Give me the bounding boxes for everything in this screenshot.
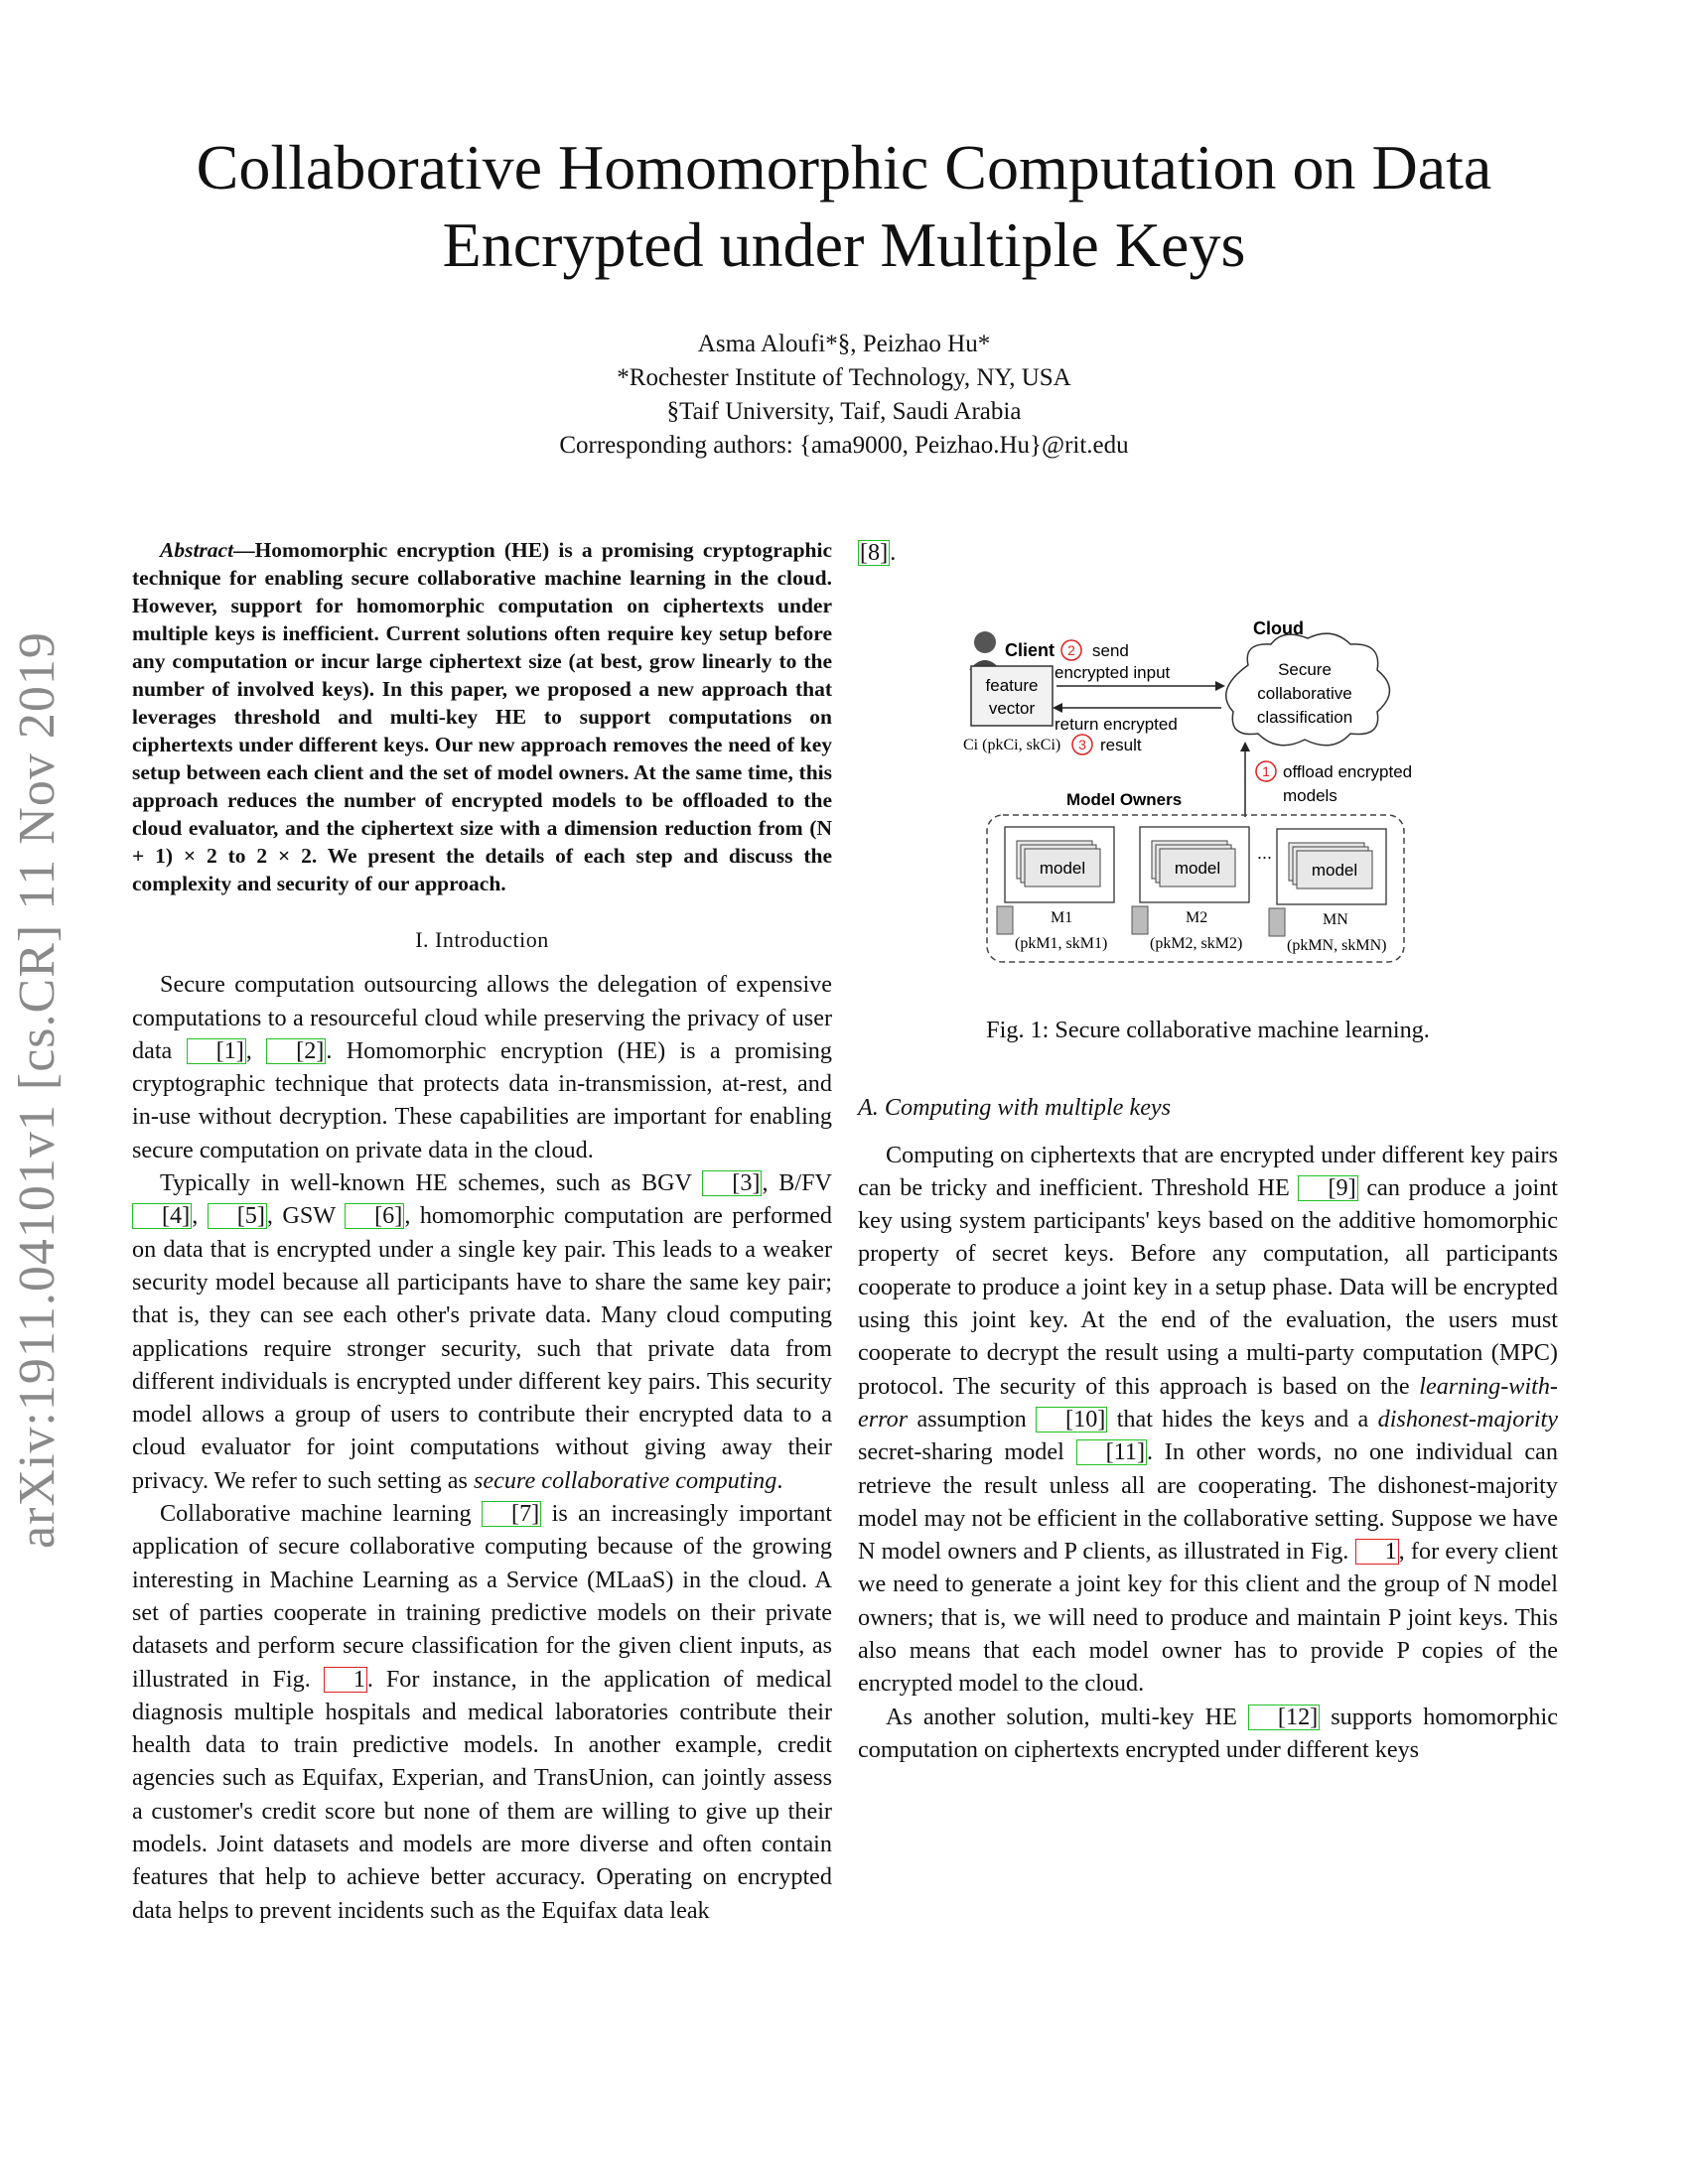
emphasis: secure collaborative computing	[473, 1466, 777, 1494]
section-heading-introduction: I. Introduction	[415, 927, 549, 952]
svg-text:classification: classification	[1256, 708, 1353, 728]
figure-1-diagram	[955, 620, 1462, 988]
abstract-text: —Homomorphic encryption (HE) is a promising cryptographic technique for enabling secure collaborative machine learning in the cloud. However, support for homomorphic computation on ciphertexts under multiple keys is inefficient. Current solutions often require key setup before any computation or incur large ciphertext size (at best, grow linearly to the number of involved keys). In this paper, we proposed a new approach that leverages threshold and multi-key HE to support computations on ciphertexts under different keys. Our new approach removes the need of key setup between each client and the set of model owners. At the same time, this approach reduces the number of encrypted models to be offloaded to the cloud evaluator, and the ciphertext size with a dimension reduction from (N + 1) × 2 to 2 × 2. We present the details of each step and discuss the complexity and security of our approach.	[132, 538, 832, 895]
cloud-label: Cloud	[1253, 620, 1304, 639]
intro-paragraph-3: Collaborative machine learning [7] is an increasingly important application of secure collaborative computing because of the growing interesting in Machine Learning as a Service (MLaaS) in the cloud. A set of parties cooperate in training predictive models on their private datasets and perform secure classification for the given client inputs, as illustrated in Fig. 1. For instance, in the application of medical diagnosis multiple hospitals and medical laboratories contribute their health data to train predictive models. In another example, credit agencies such as Equifax, Experian, and TransUnion, can jointly assess a customer's credit score but none of them are willing to give up their models. Joint datasets and models are more diverse and often contain features that help to achieve better accuracy. Operating on encrypted data helps to prevent incidents such as the Equifax data leak	[132, 1500, 833, 1924]
svg-text:model: model	[1039, 859, 1086, 879]
client-user-icon	[969, 631, 1001, 670]
figure-caption: Fig. 1: Secure collaborative machine learning.	[986, 1017, 1430, 1044]
citation-link[interactable]: [5]	[208, 1203, 267, 1229]
intro-paragraph-1: Secure computation outsourcing allows the delegation of expensive computations to a resourceful cloud while preserving the privacy of user data [1], [2]. Homomorphic encryption (HE) is a promising cryptographic technique that protects data in-transmission, at-rest, and in-use without decryption. These capabilities are important for enabling secure computation on private data in the cloud.	[132, 971, 832, 1163]
svg-text:MN: MN	[1323, 911, 1348, 929]
author-block	[99, 328, 1589, 463]
svg-text:result: result	[1100, 736, 1142, 755]
svg-text:Secure: Secure	[1278, 660, 1332, 680]
svg-text:1: 1	[1262, 763, 1270, 780]
client-label: Client	[1005, 640, 1055, 661]
svg-text:vector: vector	[988, 699, 1036, 719]
svg-text:encrypted input: encrypted input	[1055, 663, 1171, 683]
model-owner-2	[1132, 827, 1249, 952]
citation-link[interactable]: [11]	[1076, 1439, 1147, 1465]
figure-ref-link[interactable]: 1	[1355, 1539, 1399, 1565]
model-owner-n	[1269, 829, 1386, 954]
citation-link[interactable]: [2]	[266, 1038, 326, 1064]
figure-1	[858, 620, 1558, 1077]
server-icon	[1132, 906, 1148, 934]
author-names: Asma Aloufi*§, Peizhao Hu*	[697, 331, 991, 357]
title-line-1: Collaborative Homomorphic Computation on Data	[196, 132, 1492, 203]
title-line-2: Encrypted under Multiple Keys	[442, 209, 1246, 280]
intro-paragraph-2: Typically in well-known HE schemes, such as BGV [3], B/FV [4], [5], GSW [6], homomorphic computation are performed on data that is encrypted under a single key pair. This leads to a weaker security model because all participants have to share the same key pair; that is, they can see each other's private data. Many cloud computing applications require stronger security, such that private data from different individuals is encrypted under different key pairs. This security model allows a group of users to contribute their encrypted data to a cloud evaluator for joint computations without giving away their privacy. We refer to such setting as secure collaborative computing.	[132, 1169, 832, 1494]
abstract-label: Abstract	[160, 538, 234, 562]
model-owners-label: Model Owners	[1066, 790, 1183, 810]
citation-link[interactable]: [10]	[1036, 1407, 1107, 1433]
svg-text:2: 2	[1067, 642, 1075, 659]
citation-link[interactable]: [3]	[702, 1170, 762, 1196]
svg-text:M2: M2	[1186, 909, 1208, 927]
sectionA-paragraph-2: As another solution, multi-key HE [12] supports homomorphic computation on ciphertexts encrypted under different keys	[858, 1703, 1558, 1763]
intro-paragraph-3-continued: [8].	[860, 539, 897, 566]
svg-text:models: models	[1283, 786, 1337, 806]
client-key: Ci (pkCi, skCi)	[963, 737, 1061, 754]
svg-text:model: model	[1174, 859, 1221, 879]
abstract	[132, 536, 832, 897]
svg-text:feature: feature	[985, 676, 1039, 696]
svg-text:M1: M1	[1051, 909, 1073, 927]
corresponding-authors: Corresponding authors: {ama9000, Peizhao.Hu}@rit.edu	[559, 432, 1129, 459]
subsection-heading: A. Computing with multiple keys	[858, 1094, 1172, 1122]
citation-link[interactable]: [4]	[132, 1203, 192, 1229]
right-column	[858, 536, 1558, 1766]
model-owner-1	[997, 827, 1114, 952]
svg-text:(pkM2, skM2): (pkM2, skM2)	[1150, 935, 1243, 953]
citation-link[interactable]: [12]	[1248, 1705, 1320, 1730]
server-icon	[1269, 908, 1285, 936]
svg-text:3: 3	[1078, 737, 1086, 753]
svg-text:collaborative: collaborative	[1257, 684, 1352, 704]
arxiv-stamp: arXiv:1911.04101v1 [cs.CR] 11 Nov 2019	[9, 631, 66, 1549]
left-column	[132, 536, 832, 1927]
ellipsis: ...	[1257, 843, 1273, 864]
citation-link[interactable]: [1]	[187, 1038, 246, 1064]
affiliation-2: §Taif University, Taif, Saudi Arabia	[666, 398, 1022, 425]
citation-link[interactable]: [6]	[345, 1203, 404, 1229]
svg-text:(pkM1, skM1): (pkM1, skM1)	[1015, 935, 1108, 953]
svg-text:(pkMN, skMN): (pkMN, skMN)	[1287, 937, 1387, 955]
citation-link[interactable]: [8]	[860, 539, 889, 566]
figure-ref-link[interactable]: 1	[324, 1667, 367, 1693]
svg-text:return encrypted: return encrypted	[1055, 715, 1178, 735]
server-icon	[997, 906, 1013, 934]
svg-text:model: model	[1311, 861, 1358, 881]
affiliation-1: *Rochester Institute of Technology, NY, USA	[617, 364, 1071, 391]
citation-link[interactable]: [7]	[482, 1501, 541, 1527]
paper-title	[99, 129, 1589, 284]
svg-text:send: send	[1092, 641, 1129, 661]
citation-link[interactable]: [9]	[1298, 1175, 1357, 1201]
sectionA-paragraph-1: Computing on ciphertexts that are encrypted under different key pairs can be tricky and inefficient. Threshold HE [9] can produce a joint key using system participants' keys based on the additive homomorphic property of secret keys. Before any computation, all participants cooperate to produce a joint key in a setup phase. Data will be encrypted using this joint key. At the end of the evaluation, the users must cooperate to decrypt the result using a multi-party computation (MPC) protocol. The security of this approach is based on the learning-with-error assumption [10] that hides the keys and a dishonest-majority secret-sharing model [11]. In other words, no one individual can retrieve the result unless all are cooperating. The dishonest-majority model may not be efficient in the collaborative setting. Suppose we have N model owners and P clients, as illustrated in Fig. 1, for every client we need to generate a joint key for this client and the group of N model owners; that is, we will need to produce and maintain P joint keys. This also means that each model owner has to provide P copies of the encrypted model to the cloud.	[858, 1141, 1559, 1698]
svg-text:offload encrypted: offload encrypted	[1283, 762, 1413, 782]
